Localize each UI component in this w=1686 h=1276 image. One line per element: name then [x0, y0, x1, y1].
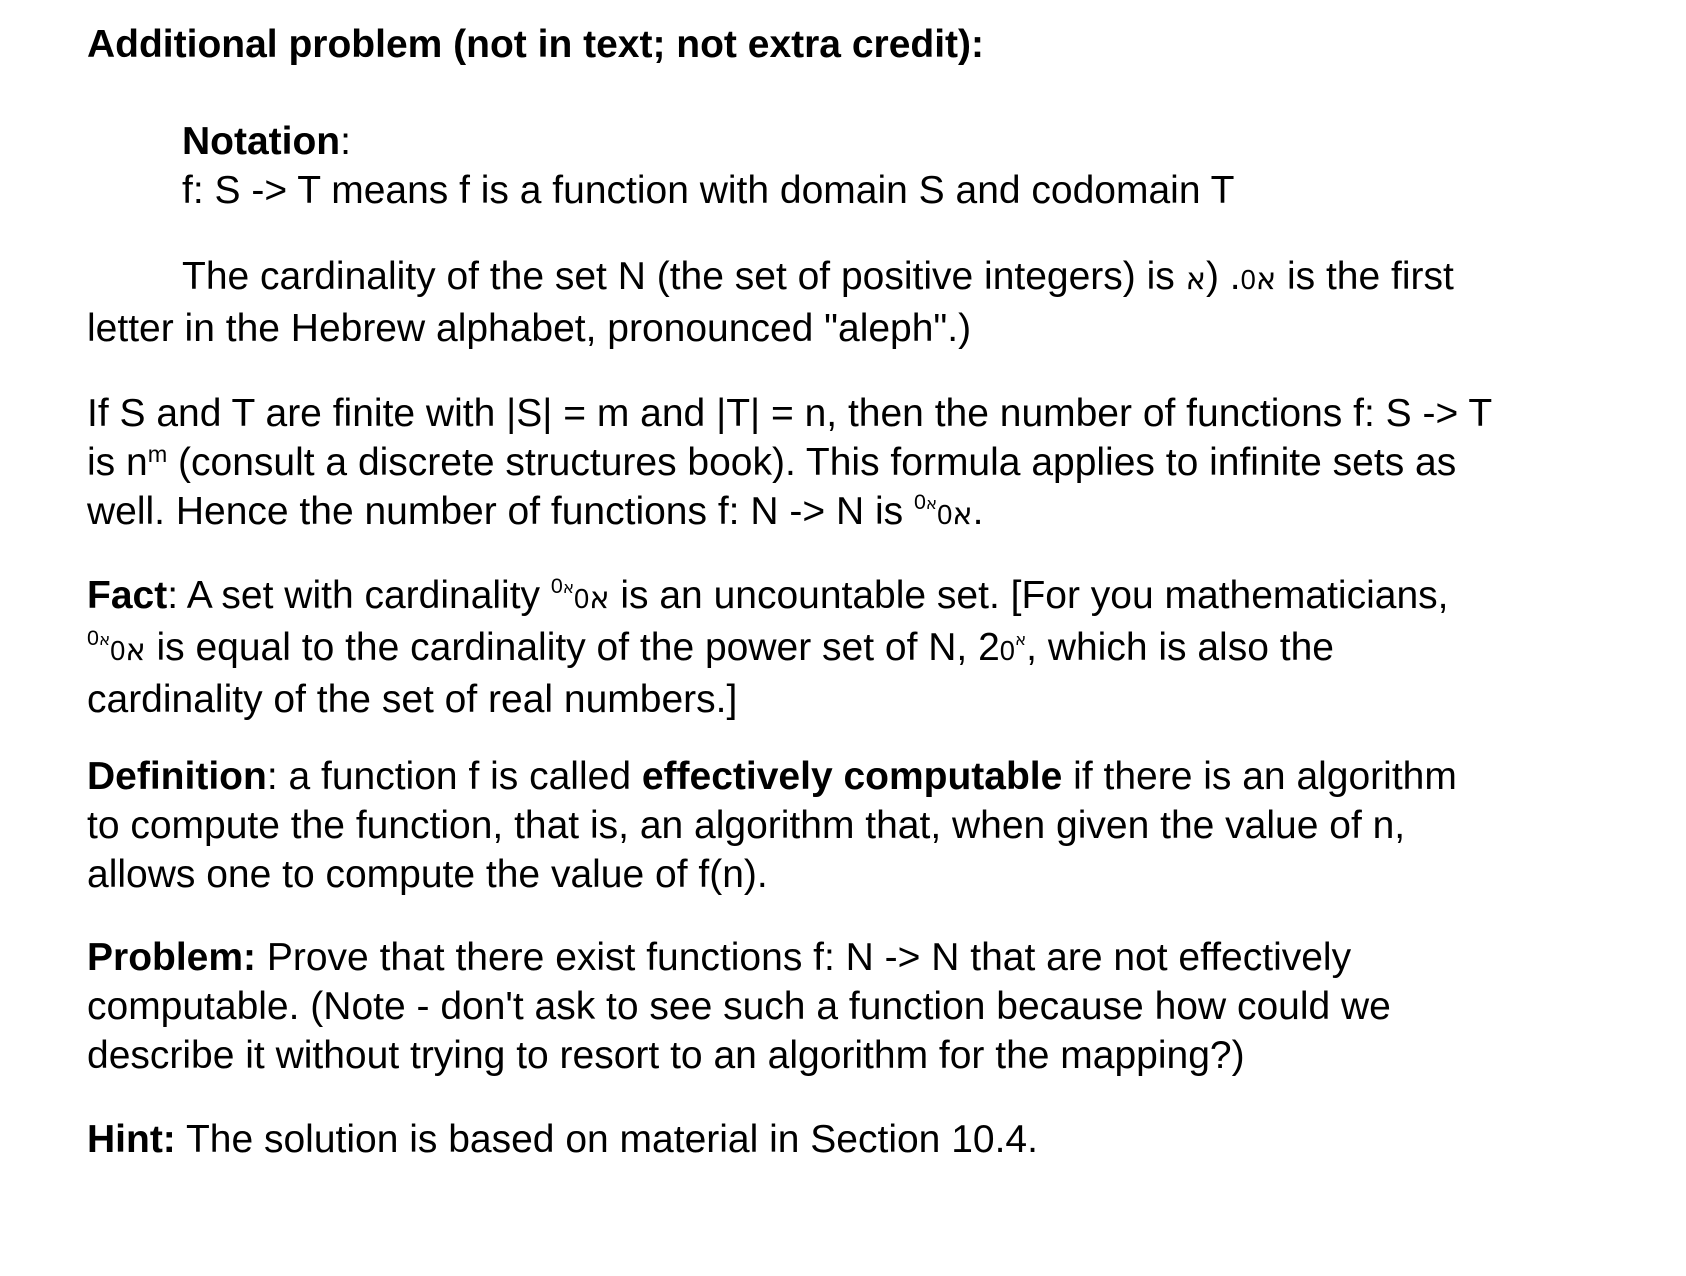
aleph-subscript: 0	[550, 574, 563, 598]
definition-term: effectively computable	[641, 755, 1063, 798]
aleph-subscript: 0	[87, 626, 99, 650]
aleph-power	[914, 490, 937, 514]
definition-line-3: allows one to compute the value of f(n).	[87, 853, 768, 896]
definition-line-1	[87, 752, 1657, 801]
fact-text-4: , which is also the	[1026, 626, 1334, 669]
aleph-subscript: 0	[1240, 264, 1256, 295]
aleph-symbol: א	[562, 577, 575, 597]
finite-line-1: If S and T are finite with |S| = m and |T| = n, then the number of functions f: S -> T	[87, 392, 1493, 435]
finite-line-2	[87, 438, 1657, 487]
problem-paragraph	[87, 933, 1657, 1080]
cardinality-line-2: letter in the Hebrew alphabet, pronounced "aleph".)	[87, 307, 972, 350]
cardinality-text-2: . (	[1205, 255, 1241, 298]
aleph-symbol: א	[952, 497, 973, 532]
aleph-symbol: א	[925, 493, 938, 513]
aleph-symbol: א	[98, 629, 111, 649]
fact-text-3: is equal to the cardinality of the power set of N, 2	[145, 626, 1000, 669]
finite-text-3: well. Hence the number of functions f: N -> N is	[87, 490, 914, 533]
finite-text-4: .	[972, 490, 984, 533]
finite-paragraph	[87, 389, 1657, 539]
definition-line-2: to compute the function, that is, an algorithm that, when given the value of n,	[87, 804, 1406, 847]
notation-section	[182, 117, 1686, 215]
problem-line-1	[87, 933, 1657, 982]
aleph-symbol: א	[1255, 262, 1277, 297]
aleph-power	[1015, 626, 1026, 650]
finite-text-2: (consult a discrete structures book). This formula applies to infinite sets as	[167, 441, 1457, 484]
notation-line: f: S -> T means f is a function with domain S and codomain T	[182, 169, 1235, 212]
hint-line	[87, 1115, 1657, 1164]
aleph-power	[551, 574, 574, 598]
fact-line-3: cardinality of the set of real numbers.]	[87, 678, 738, 721]
fact-text-1: : A set with cardinality	[167, 574, 551, 617]
problem-text-1: Prove that there exist functions f: N -> N that are not effectively	[256, 936, 1352, 979]
aleph-subscript: 0	[110, 635, 126, 666]
finite-line-3	[87, 487, 1657, 539]
problem-line-3: describe it without trying to resort to an algorithm for the mapping?)	[87, 1034, 1245, 1077]
definition-label: Definition	[87, 755, 267, 798]
problem-line-2: computable. (Note - don't ask to see such a function because how could we	[87, 985, 1391, 1028]
fact-text-2: is an uncountable set. [For you mathematicians,	[609, 574, 1449, 617]
fact-line-1	[87, 571, 1657, 623]
aleph-subscript: 0	[913, 490, 926, 514]
aleph-subscript: 0	[574, 583, 590, 614]
notation-colon: :	[340, 120, 351, 163]
cardinality-text-1: The cardinality of the set N (the set of positive integers) is	[182, 255, 1186, 298]
fact-label: Fact	[87, 574, 168, 617]
finite-text-1: is n	[87, 441, 148, 484]
cardinality-line-1	[87, 252, 1657, 304]
aleph-subscript: 0	[937, 499, 953, 530]
definition-text-1: : a function f is called	[266, 755, 642, 798]
definition-text-2: if there is an algorithm	[1062, 755, 1457, 798]
definition-paragraph	[87, 752, 1657, 899]
aleph-subscript: 0	[999, 635, 1015, 666]
hint-label: Hint:	[87, 1118, 176, 1161]
aleph-symbol: א	[1014, 629, 1027, 649]
notation-heading	[182, 117, 1686, 166]
fact-line-2	[87, 623, 1657, 675]
cardinality-text-3: is the first	[1276, 255, 1454, 298]
heading: Additional problem (not in text; not extra credit):	[87, 23, 984, 66]
hint-paragraph	[87, 1115, 1657, 1164]
aleph-power	[87, 626, 110, 650]
fact-paragraph	[87, 571, 1657, 724]
aleph-symbol: א	[125, 633, 146, 668]
notation-label: Notation	[182, 120, 341, 163]
hint-text: The solution is based on material in Section 10.4.	[175, 1118, 1038, 1161]
exponent-m: m	[147, 441, 168, 468]
aleph-symbol: א	[1185, 262, 1206, 297]
aleph-symbol: א	[589, 581, 610, 616]
problem-label: Problem:	[87, 936, 257, 979]
cardinality-paragraph	[87, 252, 1657, 353]
